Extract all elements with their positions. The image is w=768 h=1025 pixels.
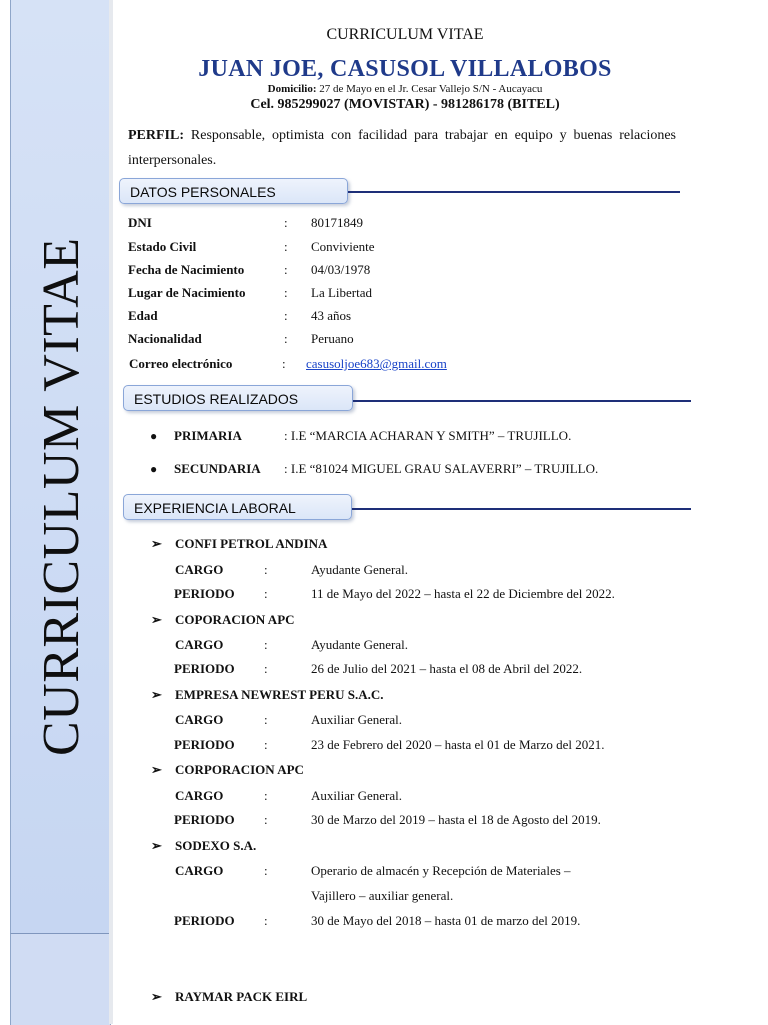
company-name: COPORACION APC (175, 612, 295, 627)
job-colon: : (264, 586, 268, 601)
periodo-value: 11 de Mayo del 2022 – hasta el 22 de Diciembre del 2022. (311, 586, 615, 601)
periodo-value: 30 de Mayo del 2018 – hasta 01 de marzo del 2019. (311, 913, 581, 928)
arrow-bullet-icon: ➢ (151, 612, 162, 627)
section-heading-estudios: ESTUDIOS REALIZADOS (123, 385, 353, 411)
datos-label: Fecha de Nacimiento (128, 262, 245, 277)
datos-value-nacionalidad: Peruano (311, 331, 354, 346)
company-name: SODEXO S.A. (175, 838, 257, 853)
section-rule-datos (348, 191, 680, 193)
arrow-bullet-icon: ➢ (151, 687, 162, 702)
datos-label: DNI (128, 215, 152, 230)
company-name: CONFI PETROL ANDINA (175, 536, 328, 551)
datos-colon: : (284, 331, 288, 346)
datos-value-edad: 43 años (311, 308, 352, 323)
profile-paragraph (128, 123, 676, 173)
cargo-value: Auxiliar General. (311, 788, 402, 803)
phone-line: Cel. 985299027 (MOVISTAR) - 981286178 (BITEL) (250, 97, 560, 112)
arrow-bullet-icon: ➢ (151, 762, 162, 777)
periodo-label: PERIODO (174, 661, 235, 676)
arrow-bullet-icon: ➢ (151, 989, 162, 1004)
datos-colon: : (284, 239, 288, 254)
study-school: : I.E “MARCIA ACHARAN Y SMITH” – TRUJILLO. (284, 428, 572, 443)
cargo-label: CARGO (175, 712, 224, 727)
datos-colon: : (284, 308, 288, 323)
bullet-icon: ● (150, 429, 158, 443)
cargo-label: CARGO (175, 562, 224, 577)
arrow-bullet-icon: ➢ (151, 838, 162, 853)
datos-colon: : (284, 285, 288, 300)
company-name: RAYMAR PACK EIRL (175, 989, 308, 1004)
datos-value-dni: 80171849 (311, 215, 363, 230)
cargo-label: CARGO (175, 863, 224, 878)
address-value: 27 de Mayo en el Jr. Cesar Vallejo S/N - Aucayacu (319, 83, 543, 95)
cargo-value: Auxiliar General. (311, 712, 402, 727)
sidebar-divider (109, 0, 113, 1024)
section-heading-datos: DATOS PERSONALES (119, 178, 348, 204)
cargo-label: CARGO (175, 637, 224, 652)
document-title: CURRICULUM VITAE (326, 26, 484, 43)
datos-colon: : (284, 215, 288, 230)
datos-label: Lugar de Nacimiento (128, 285, 246, 300)
job-colon: : (264, 863, 268, 878)
periodo-label: PERIODO (174, 913, 235, 928)
job-colon: : (264, 913, 268, 928)
cargo-value: Operario de almacén y Recepción de Materiales – (311, 863, 571, 878)
job-colon: : (264, 737, 268, 752)
cargo-value: Ayudante General. (311, 637, 408, 652)
cargo-value: Ayudante General. (311, 562, 408, 577)
study-level: PRIMARIA (174, 428, 242, 443)
job-colon: : (264, 812, 268, 827)
datos-value-estado-civil: Conviviente (311, 239, 375, 254)
profile-label: PERFIL: (128, 128, 184, 143)
datos-label: Correo electrónico (129, 356, 233, 371)
company-name: CORPORACION APC (175, 762, 304, 777)
sidebar-panel (10, 0, 111, 933)
datos-label: Estado Civil (128, 239, 197, 254)
study-level: SECUNDARIA (174, 461, 261, 476)
vertical-title: CURRICULUM VITAE (33, 237, 90, 756)
datos-value-lugar: La Libertad (311, 285, 372, 300)
cargo-label: CARGO (175, 788, 224, 803)
profile-text: Responsable, optimista con facilidad para trabajar en equipo y buenas relaciones interpersonales. (128, 128, 677, 168)
datos-label: Nacionalidad (128, 331, 202, 346)
job-colon: : (264, 637, 268, 652)
periodo-label: PERIODO (174, 586, 235, 601)
job-colon: : (264, 712, 268, 727)
section-heading-experiencia: EXPERIENCIA LABORAL (123, 494, 352, 520)
job-colon: : (264, 661, 268, 676)
job-colon: : (264, 562, 268, 577)
company-name: EMPRESA NEWREST PERU S.A.C. (175, 687, 384, 702)
datos-colon: : (282, 356, 286, 371)
cargo-value-continued: Vajillero – auxiliar general. (311, 888, 454, 903)
periodo-value: 30 de Marzo del 2019 – hasta el 18 de Agosto del 2019. (311, 812, 601, 827)
datos-label: Edad (128, 308, 158, 323)
arrow-bullet-icon: ➢ (151, 536, 162, 551)
datos-value-fecha: 04/03/1978 (311, 262, 371, 277)
periodo-value: 26 de Julio del 2021 – hasta el 08 de Abril del 2022. (311, 661, 583, 676)
address-line (120, 83, 690, 95)
job-colon: : (264, 788, 268, 803)
periodo-value: 23 de Febrero del 2020 – hasta el 01 de Marzo del 2021. (311, 737, 605, 752)
section-rule-estudios (353, 400, 691, 402)
study-school: : I.E “81024 MIGUEL GRAU SALAVERRI” – TRUJILLO. (284, 461, 599, 476)
candidate-name: JUAN JOE, CASUSOL VILLALOBOS (198, 56, 612, 82)
periodo-label: PERIODO (174, 812, 235, 827)
section-rule-experiencia (352, 508, 691, 510)
email-link[interactable]: casusoljoe683@gmail.com (306, 356, 447, 371)
sidebar-footer (10, 933, 111, 1025)
periodo-label: PERIODO (174, 737, 235, 752)
bullet-icon: ● (150, 462, 158, 476)
datos-colon: : (284, 262, 288, 277)
address-label: Domicilio: (267, 83, 317, 95)
